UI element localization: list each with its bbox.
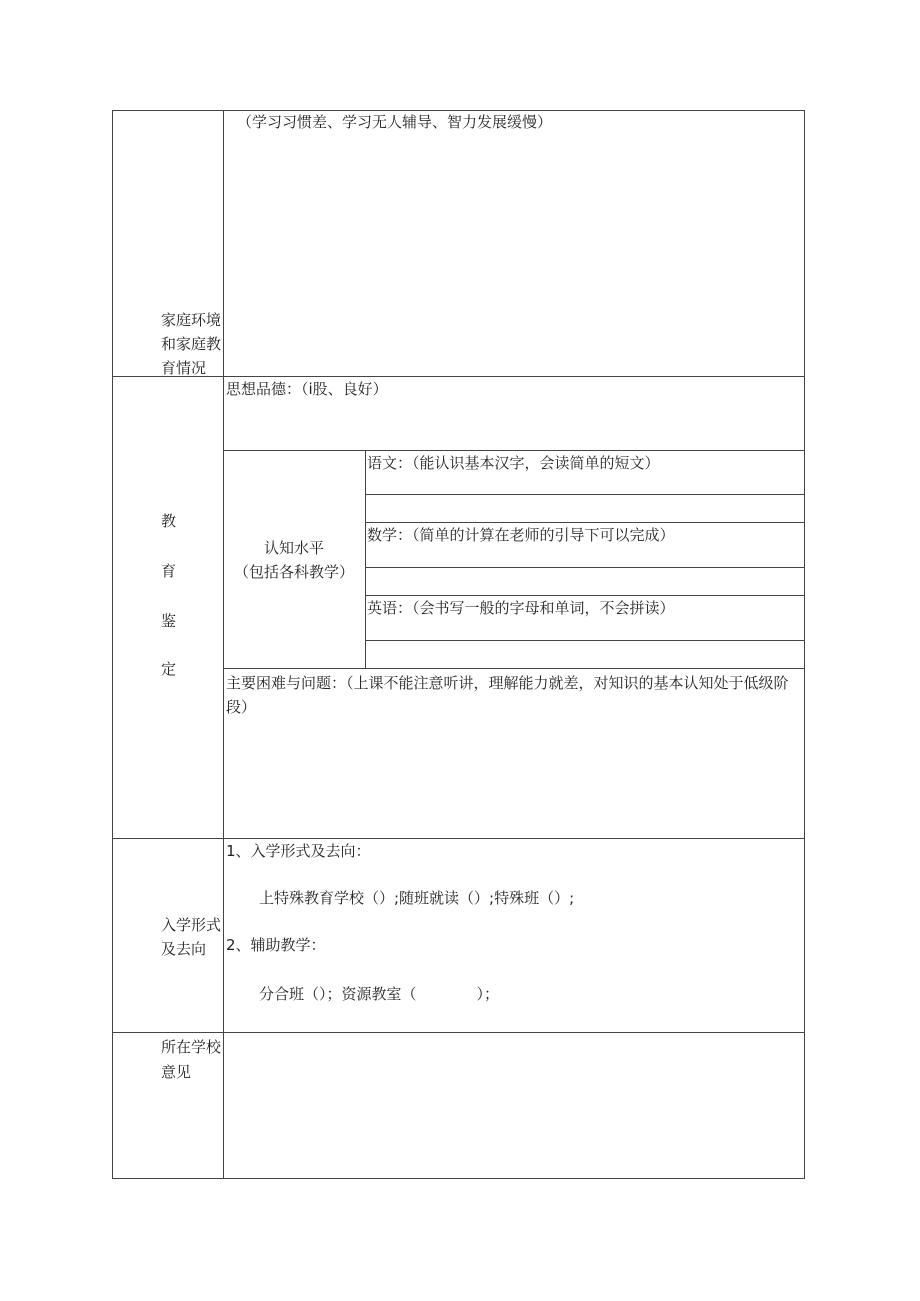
- math-assessment: 数学：（简单的计算在老师的引导下可以完成）: [367, 526, 675, 544]
- education-label-char-1: 教: [161, 512, 177, 530]
- line-chinese-1: [365, 494, 804, 495]
- education-label-char-4: 定: [161, 660, 177, 678]
- admission-label-line-1: 入学形式: [161, 916, 222, 934]
- family-label-line-1: 家庭环境: [161, 311, 222, 329]
- row-divider-family: [113, 376, 804, 377]
- admission-item2-title: 2、辅助教学：: [226, 936, 326, 954]
- main-difficulty: 主要困难与问题：（上课不能注意听讲，理解能力就差，对知识的基本认知处于低级阶段）: [226, 674, 789, 716]
- moral-assessment: 思想品德：（i股、良好）: [226, 380, 388, 398]
- education-label-char-3: 鉴: [161, 612, 177, 630]
- student-assessment-form: [112, 110, 805, 1179]
- education-label-char-2: 育: [161, 562, 177, 580]
- cognitive-level-title: 认知水平: [263, 539, 324, 557]
- chinese-assessment: 语文：（能认识基本汉字，会读简单的短文）: [367, 454, 660, 472]
- label-column-divider: [223, 111, 224, 1178]
- admission-item1-options: 上特殊教育学校（）;随班就读（）;特殊班（）;: [259, 889, 575, 907]
- cognitive-level-subtitle: （包括各科教学）: [233, 563, 354, 581]
- row-divider-education: [113, 838, 804, 839]
- row-divider-cognitive: [223, 668, 804, 669]
- school-opinion-label-line-1: 所在学校: [161, 1038, 222, 1056]
- school-opinion-content: [224, 1033, 804, 1178]
- cognitive-level-label: [223, 536, 365, 584]
- school-opinion-label-line-2: 意见: [161, 1063, 192, 1081]
- admission-item1-title: 1、入学形式及去向：: [226, 842, 371, 860]
- english-assessment: 英语：（会书写一般的字母和单词，不会拼读）: [367, 599, 675, 617]
- admission-item2-options: 分合班（）；资源教室（ ）；: [259, 985, 500, 1003]
- line-math-1: [365, 567, 804, 568]
- admission-label-line-2: 及去向: [161, 940, 207, 958]
- family-note: （学习习惯差、学习无人辅导、智力发展缓慢）: [237, 113, 553, 131]
- family-label-line-2: 和家庭教: [161, 335, 222, 353]
- cognitive-column-divider: [365, 450, 366, 668]
- family-label-line-3: 育情况: [161, 359, 207, 377]
- line-english-1: [365, 640, 804, 641]
